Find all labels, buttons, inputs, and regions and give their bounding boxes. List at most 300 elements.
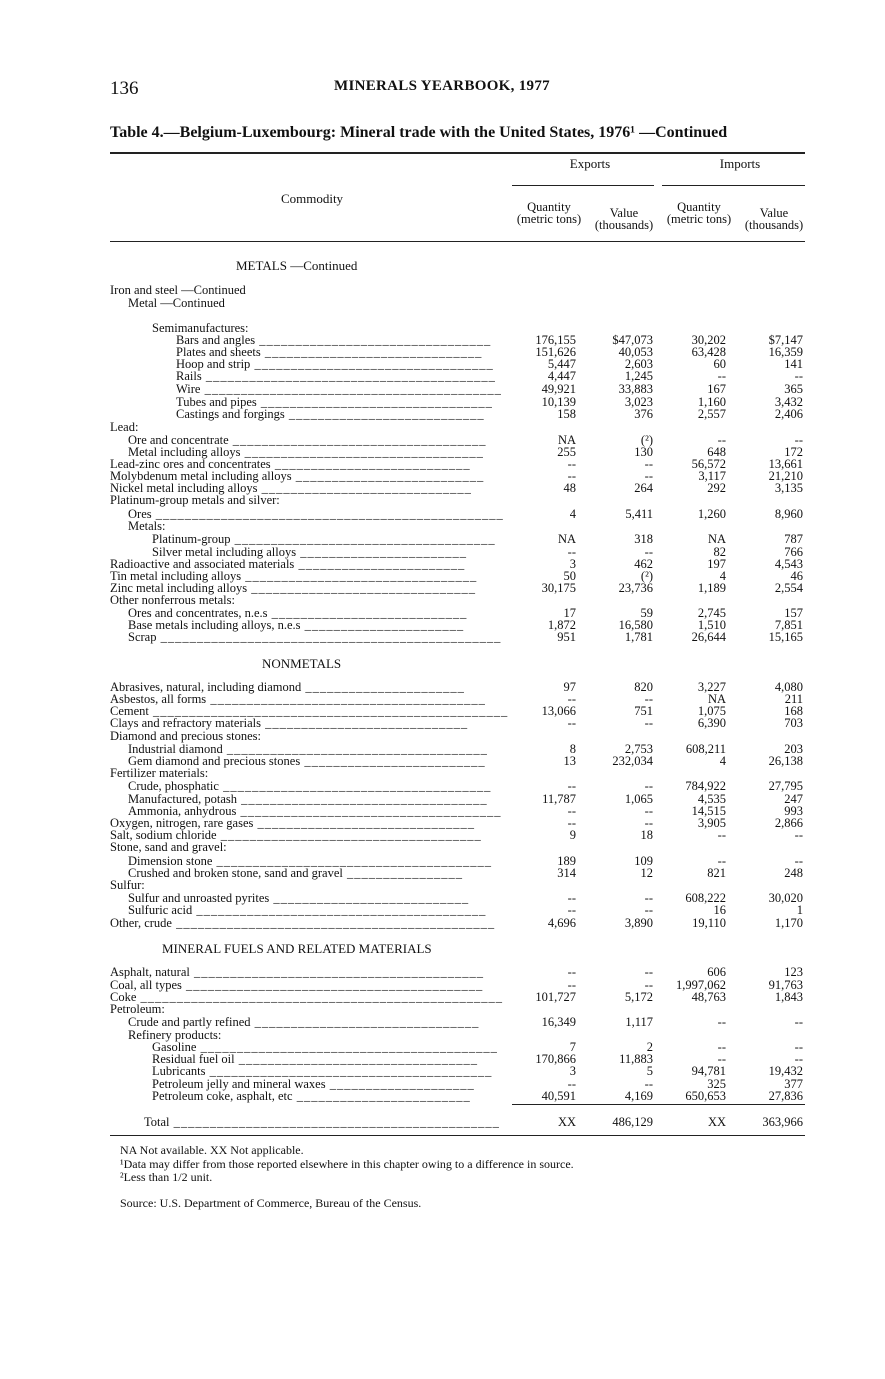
export-quantity-cell: 101,727 [535,990,576,1004]
row-label-text: Plates and sheets [176,345,261,359]
dot-leader: ______________________ [301,680,465,694]
export-value-cell: -- [644,804,653,818]
import-value-cell: 766 [784,545,803,559]
dot-leader: ____________________________________________ [171,916,496,930]
export-value-cell: 820 [634,680,653,694]
export-quantity-cell: 30,175 [541,581,576,595]
row-label-text: Other, crude [110,916,172,930]
import-quantity-cell: 3,905 [697,816,726,830]
row-label [110,494,280,507]
export-value-cell: 232,034 [612,754,653,768]
export-quantity-cell: 10,139 [541,395,576,409]
dot-leader: ___________________________________ [228,433,487,447]
section-heading: MINERAL FUELS AND RELATED MATERIALS [162,941,432,956]
import-quantity-cell: -- [717,828,726,842]
import-quantity-cell: 4 [719,569,726,583]
dot-leader: ______________________ [300,618,465,632]
import-quantity-cell: 4 [719,754,726,768]
export-value-cell: 5,411 [625,507,653,521]
dot-leader: _______________________ [296,545,467,559]
dot-leader: _______________________________________ [205,1064,493,1078]
dot-leader: ________________________________ [255,333,492,347]
dot-leader: _________________________________________ [181,978,484,992]
import-value-cell: 123 [784,965,803,979]
dot-leader: ________________________ [292,1089,471,1103]
row-label-text: Crude, phosphatic [128,779,219,793]
import-value-cell: 787 [784,532,803,546]
dot-leader: ____________________________ [260,716,469,730]
dot-leader: ________________________________________________ [151,507,504,521]
dot-leader: _______________________________ [250,1015,480,1029]
import-value-cell: 2,866 [774,816,803,830]
row-label-text: Base metals including alloys, n.e.s [128,618,301,632]
row-label-text: Sulfur and unroasted pyrites [128,891,270,905]
export-quantity-cell: 151,626 [535,345,576,359]
import-value-cell: 3,135 [774,481,803,495]
export-quantity-cell: -- [567,469,576,483]
dot-leader: ____________________________________ [216,828,482,842]
import-value-cell: 30,020 [768,891,803,905]
row-label-text: Metals: [128,519,166,533]
import-quantity-cell: 292 [707,481,726,495]
import-value-cell: 19,432 [768,1064,803,1078]
row-label [176,408,485,421]
export-value-cell: -- [644,545,653,559]
export-value-cell: -- [644,469,653,483]
import-quantity-cell: 606 [707,965,726,979]
dot-leader: ____________________________________ [230,532,496,546]
export-value-cell: 1,781 [624,630,653,644]
import-value-cell: -- [794,1015,803,1029]
dot-leader: _______________________________ [247,581,476,595]
row-label-text: Petroleum coke, asphalt, etc [152,1089,293,1103]
export-value-cell: 3,890 [624,916,653,930]
dot-leader: ___________________________ [267,606,468,620]
import-quantity-cell: 608,222 [685,891,726,905]
import-quantity-cell: 325 [707,1077,726,1091]
export-quantity-cell: 951 [557,630,576,644]
export-value-cell: 40,053 [618,345,653,359]
import-quantity-cell: 26,644 [691,630,726,644]
row-label-text: Scrap [128,630,157,644]
import-quantity-cell: 167 [707,382,726,396]
dot-leader: ________________________________ [241,569,478,583]
export-value-cell: 486,129 [612,1115,653,1129]
section-heading: METALS —Continued [236,258,358,273]
row-label-text: Clays and refractory materials [110,716,261,730]
export-quantity-cell: 314 [557,866,576,880]
import-quantity-cell: 48,763 [691,990,726,1004]
import-quantity-cell: NA [707,692,726,706]
row-label-text: Refinery products: [128,1028,222,1042]
import-quantity-cell: -- [717,369,726,383]
row-label-text: Lubricants [152,1064,206,1078]
export-value-cell: 4,169 [624,1089,653,1103]
header-bottom-rule [110,241,805,242]
running-head: MINERALS YEARBOOK, 1977 [334,78,550,94]
import-quantity-cell: 1,075 [697,704,726,718]
import-value-cell: 703 [784,716,803,730]
export-quantity-cell: 7 [569,1040,576,1054]
export-quantity-cell: -- [567,692,576,706]
export-quantity-cell: 40,591 [541,1089,576,1103]
export-quantity-cell: 3 [569,1064,576,1078]
import-quantity-cell: 821 [707,866,726,880]
imports-group-header: Imports [719,156,761,171]
export-value-cell: (²) [640,433,653,447]
import-value-cell: 4,080 [774,680,803,694]
table-row [110,841,810,854]
row-label [128,631,501,644]
import-quantity-cell: -- [717,1052,726,1066]
row-label-text: Abrasives, natural, including diamond [110,680,302,694]
import-quantity-cell: 1,997,062 [676,978,726,992]
export-value-cell: (²) [640,569,653,583]
row-label-text: Zinc metal including alloys [110,581,248,595]
export-value-cell: -- [644,965,653,979]
export-value-cell: 5 [646,1064,653,1078]
import-quantity-cell: 650,653 [685,1089,726,1103]
import-quantity-cell: 60 [713,357,726,371]
dot-leader: __________________________________ [237,792,488,806]
import-value-cell: 1 [796,903,803,917]
export-quantity-cell: 255 [557,445,576,459]
import-quantity-cell: 56,572 [691,457,726,471]
row-label [128,297,225,310]
import-quantity-cell: -- [717,433,726,447]
row-label-text: Silver metal including alloys [152,545,297,559]
export-quantity-cell: -- [567,457,576,471]
import-value-cell: 157 [784,606,803,620]
import-quantity-cell: 1,189 [697,581,726,595]
dot-leader: ______________________________________ [206,692,486,706]
row-label-text: Tin metal including alloys [110,569,242,583]
row-label-text: Dimension stone [128,854,213,868]
dot-leader: ________________________________________ [192,903,487,917]
import-value-cell: 13,661 [768,457,803,471]
import-quantity-cell: 94,781 [691,1064,726,1078]
row-label-text: Cement [110,704,149,718]
export-quantity-cell: 97 [563,680,576,694]
row-label-text: Stone, sand and gravel: [110,840,227,854]
import-quantity-cell: 63,428 [691,345,726,359]
table-row [110,917,810,930]
col-export-quantity: Quantity (metric tons) [516,200,582,226]
import-value-cell: -- [794,433,803,447]
import-value-cell: 363,966 [762,1115,803,1129]
export-quantity-cell: 170,866 [535,1052,576,1066]
import-quantity-cell: 1,160 [697,395,726,409]
table-row [110,494,810,507]
export-quantity-cell: 48 [563,481,576,495]
row-label-text: Bars and angles [176,333,256,347]
export-value-cell: 3,023 [624,395,653,409]
row-label [152,1090,471,1103]
import-value-cell: 16,359 [768,345,803,359]
export-value-cell: 130 [634,445,653,459]
import-value-cell: 46 [790,569,803,583]
export-value-cell: -- [644,903,653,917]
row-label-text: Semimanufactures: [152,321,249,335]
row-label-text: Asbestos, all forms [110,692,207,706]
export-value-cell: 109 [634,854,653,868]
row-label-text: Ore and concentrate [128,433,229,447]
export-value-cell: $47,073 [612,333,653,347]
export-value-cell: 12 [640,866,653,880]
export-quantity-cell: 1,872 [547,618,576,632]
row-label-text: Tubes and pipes [176,395,257,409]
export-quantity-cell: 16,349 [541,1015,576,1029]
import-value-cell: 1,170 [774,916,803,930]
export-value-cell: 5,172 [624,990,653,1004]
row-label-text: Diamond and precious stones: [110,729,262,743]
dot-leader: _______________________ [294,557,466,571]
export-value-cell: 376 [634,407,653,421]
export-value-cell: -- [644,1077,653,1091]
import-quantity-cell: -- [717,1040,726,1054]
import-quantity-cell: 1,510 [697,618,726,632]
export-quantity-cell: 8 [569,742,576,756]
row-label-text: Coal, all types [110,978,182,992]
dot-leader: ______________________________ [253,816,475,830]
export-quantity-cell: -- [567,891,576,905]
import-quantity-cell: 16 [713,903,726,917]
export-quantity-cell: -- [567,779,576,793]
export-value-cell: -- [644,716,653,730]
dot-leader: _____________________________________ [218,779,492,793]
import-quantity-cell: 1,260 [697,507,726,521]
export-value-cell: 33,883 [618,382,653,396]
import-value-cell: 91,763 [768,978,803,992]
export-quantity-cell: 176,155 [535,333,576,347]
import-value-cell: 8,960 [774,507,803,521]
export-value-cell: -- [644,816,653,830]
export-value-cell: -- [644,891,653,905]
export-value-cell: 462 [634,557,653,571]
import-value-cell: 2,406 [774,407,803,421]
export-quantity-cell: NA [557,433,576,447]
export-quantity-cell: -- [567,545,576,559]
export-value-cell: -- [644,692,653,706]
export-quantity-cell: 5,447 [547,357,576,371]
import-value-cell: 993 [784,804,803,818]
import-value-cell: -- [794,828,803,842]
export-quantity-cell: 9 [569,828,576,842]
row-label-text: Sulfuric acid [128,903,193,917]
import-quantity-cell: 197 [707,557,726,571]
import-value-cell: 211 [784,692,803,706]
exports-group-header: Exports [569,156,611,171]
row-label-text: Other nonferrous metals: [110,593,235,607]
import-value-cell: 4,543 [774,557,803,571]
import-value-cell: $7,147 [768,333,803,347]
export-quantity-cell: 4 [569,507,576,521]
dot-leader: ___________________________ [270,457,471,471]
section-heading: NONMETALS [262,656,342,671]
row-label-text: Petroleum: [110,1002,165,1016]
row-label [110,917,495,930]
export-value-cell: 59 [640,606,653,620]
export-quantity-cell: 13,066 [541,704,576,718]
export-value-cell: -- [644,779,653,793]
import-quantity-cell: 3,117 [698,469,726,483]
export-quantity-cell: -- [567,716,576,730]
total-rule [512,1104,805,1105]
row-label-text: Gasoline [152,1040,197,1054]
export-quantity-cell: -- [567,978,576,992]
row-label-text: Crude and partly refined [128,1015,251,1029]
table-bottom-rule [110,1135,805,1136]
export-quantity-cell: 13 [563,754,576,768]
row-label-text: Sulfur: [110,878,145,892]
row-label-text: Coke [110,990,137,1004]
table-row [110,1090,810,1103]
dot-leader: _____________________________ [257,481,472,495]
export-quantity-cell: 3 [569,557,576,571]
import-value-cell: 365 [784,382,803,396]
row-label-text: Iron and steel —Continued [110,283,246,297]
export-quantity-cell: 158 [557,407,576,421]
import-quantity-cell: 30,202 [691,333,726,347]
import-quantity-cell: 3,227 [697,680,726,694]
row-label-text: Ammonia, anhydrous [128,804,237,818]
import-quantity-cell: 4,535 [697,792,726,806]
export-quantity-cell: 49,921 [541,382,576,396]
page-number: 136 [110,78,139,99]
row-label-text: Residual fuel oil [152,1052,235,1066]
import-value-cell: 21,210 [768,469,803,483]
footnote-1: ¹Data may differ from those reported elsewhere in this chapter owing to a difference in source. [120,1157,574,1171]
dot-leader: ________________________________________ [189,965,484,979]
row-label-text: Lead-zinc ores and concentrates [110,457,271,471]
row-label-text: Total [144,1115,170,1129]
row-label-text: Castings and forgings [176,407,285,421]
dot-leader: _________________________________ [234,1052,478,1066]
row-label-text: Molybdenum metal including alloys [110,469,292,483]
import-value-cell: -- [794,369,803,383]
table-row [110,297,810,310]
export-value-cell: 18 [640,828,653,842]
import-value-cell: 7,851 [774,618,803,632]
export-value-cell: 264 [634,481,653,495]
row-label-text: Radioactive and associated materials [110,557,295,571]
import-value-cell: 247 [784,792,803,806]
export-value-cell: -- [644,457,653,471]
import-value-cell: 377 [784,1077,803,1091]
row-label-text: Metal —Continued [128,296,225,310]
export-value-cell: 751 [634,704,653,718]
dot-leader: ___________________________ [284,407,485,421]
dot-leader: __________________________________________________ [136,990,504,1004]
col-import-quantity: Quantity (metric tons) [666,200,732,226]
import-value-cell: 1,843 [774,990,803,1004]
dot-leader: ____________________ [325,1077,475,1091]
row-label-text: Ores [128,507,152,521]
col-import-value: Value (thousands) [744,206,804,232]
import-value-cell: 27,836 [768,1089,803,1103]
dot-leader: _________________________________________ [196,1040,498,1054]
export-value-cell: -- [644,978,653,992]
import-value-cell: 3,432 [774,395,803,409]
footnote-abbrev: NA Not available. XX Not applicable. [120,1143,304,1157]
export-quantity-cell: 4,696 [547,916,576,930]
export-quantity-cell: 17 [563,606,576,620]
import-value-cell: 15,165 [768,630,803,644]
dot-leader: ________________________________ [256,395,493,409]
import-quantity-cell: 6,390 [697,716,726,730]
dot-leader: _____________________________________________ [169,1115,500,1129]
row-label-text: Metal including alloys [128,445,241,459]
import-value-cell: 27,795 [768,779,803,793]
export-quantity-cell: -- [567,1077,576,1091]
col-export-value: Value (thousands) [594,206,654,232]
row-label [144,1116,500,1129]
export-quantity-cell: 11,787 [542,792,576,806]
dot-leader: ____________________________________ [236,804,502,818]
dot-leader: ___________________________ [269,891,470,905]
dot-leader: _______________________________________________ [156,630,502,644]
import-quantity-cell: 82 [713,545,726,559]
dot-leader: _________________________________________________ [148,704,509,718]
row-label-text: Lead: [110,420,139,434]
import-quantity-cell: 19,110 [692,916,726,930]
export-quantity-cell: XX [557,1115,576,1129]
row-label-text: Manufactured, potash [128,792,237,806]
footnote-2: ²Less than 1/2 unit. [120,1170,213,1184]
export-value-cell: 1,245 [624,369,653,383]
import-value-cell: 168 [784,704,803,718]
export-value-cell: 2 [646,1040,653,1054]
table-top-rule [110,152,805,154]
export-value-cell: 16,580 [618,618,653,632]
row-label-text: Oxygen, nitrogen, rare gases [110,816,254,830]
row-label-text: Platinum-group [152,532,231,546]
dot-leader: ______________________________ [260,345,483,359]
export-quantity-cell: -- [567,804,576,818]
source-note: Source: U.S. Department of Commerce, Bureau of the Census. [120,1196,422,1210]
row-label-text: Hoop and strip [176,357,251,371]
row-label-text: Petroleum jelly and mineral waxes [152,1077,326,1091]
import-quantity-cell: -- [717,854,726,868]
export-value-cell: 318 [634,532,653,546]
table-row [110,1116,810,1129]
export-value-cell: 2,753 [624,742,653,756]
export-value-cell: 2,603 [624,357,653,371]
import-value-cell: -- [794,1052,803,1066]
table-row [110,631,810,644]
dot-leader: ____________________________________ [222,742,488,756]
import-value-cell: 172 [784,445,803,459]
dot-leader: _________________________________________ [200,382,502,396]
row-label-text: Salt, sodium chloride [110,828,217,842]
import-quantity-cell: 608,211 [685,742,726,756]
import-value-cell: 26,138 [768,754,803,768]
imports-group-rule [662,185,805,186]
row-label-text: Nickel metal including alloys [110,481,258,495]
row-label-text: Crushed and broken stone, sand and gravel [128,866,343,880]
export-quantity-cell: 4,447 [547,369,576,383]
import-value-cell: -- [794,1040,803,1054]
export-quantity-cell: 50 [563,569,576,583]
dot-leader: ________________________________________ [201,369,496,383]
import-quantity-cell: -- [717,1015,726,1029]
import-quantity-cell: NA [707,532,726,546]
exports-group-rule [512,185,654,186]
import-quantity-cell: XX [707,1115,726,1129]
dot-leader: ________________ [342,866,463,880]
export-value-cell: 1,065 [624,792,653,806]
row-label-text: Rails [176,369,202,383]
